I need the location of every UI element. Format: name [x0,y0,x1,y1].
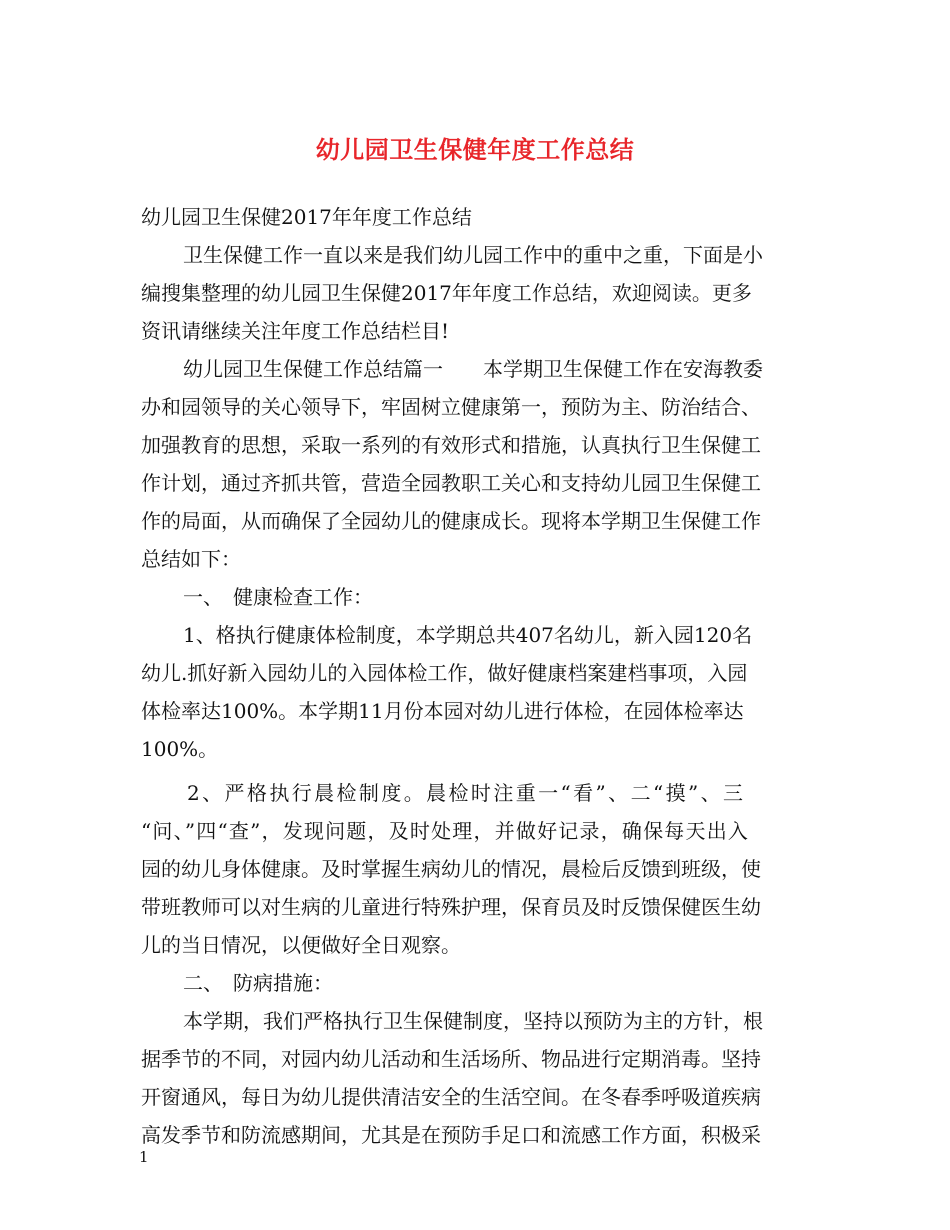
paragraph-line: 2、严格执行晨检制度。晨检时注重一“看”、二“摸”、三 [187,781,746,805]
document-body [141,198,813,1154]
section-heading: 一、 健康检查工作： [183,585,373,609]
paragraph-line: 作计划，通过齐抓共管，营造全园教职工关心和支持幼儿园卫生保健工 [141,471,761,495]
paragraph-line: 100%。 [141,737,219,761]
paragraph-line: 带班教师可以对生病的儿童进行特殊护理，保育员及时反馈保健医生幼 [141,895,761,919]
paragraph-line: 园的幼儿身体健康。及时掌握生病幼儿的情况，晨检后反馈到班级，使 [141,857,761,881]
paragraph-line: 加强教育的思想，采取一系列的有效形式和措施，认真执行卫生保健工 [141,433,761,457]
paragraph-line: 作的局面，从而确保了全园幼儿的健康成长。现将本学期卫生保健工作 [141,509,761,533]
paragraph-line: 本学期，我们严格执行卫生保健制度，坚持以预防为主的方针，根 [183,1009,763,1033]
paragraph-line: 幼儿.抓好新入园幼儿的入园体检工作，做好健康档案建档事项，入园 [141,661,748,685]
paragraph-line: 1、格执行健康体检制度，本学期总共407名幼儿，新入园120名 [183,623,753,647]
subtitle-line: 幼儿园卫生保健2017年年度工作总结 [141,205,472,229]
paragraph-line: 资讯请继续关注年度工作总结栏目! [141,319,450,343]
paragraph-line: 儿的当日情况，以便做好全日观察。 [141,933,461,957]
paragraph-line: “问、”四“查”，发现问题，及时处理，并做好记录，确保每天出入 [141,819,750,843]
paragraph-line: 开窗通风，每日为幼儿提供清洁安全的生活空间。在冬春季呼吸道疾病 [141,1085,761,1109]
page-number: 1 [139,1148,149,1166]
paragraph-line: 编搜集整理的幼儿园卫生保健2017年年度工作总结，欢迎阅读。更多 [141,281,752,305]
paragraph-line: 据季节的不同，对园内幼儿活动和生活场所、物品进行定期消毒。坚持 [141,1047,761,1071]
paragraph-line: 办和园领导的关心领导下，牢固树立健康第一，预防为主、防治结合、 [141,395,761,419]
paragraph-line: 卫生保健工作一直以来是我们幼儿园工作中的重中之重，下面是小 [183,243,763,267]
paragraph-line: 高发季节和防流感期间，尤其是在预防手足口和流感工作方面，积极采 [141,1123,761,1147]
section-heading: 二、 防病措施： [183,971,333,995]
paragraph-line: 体检率达100%。本学期11月份本园对幼儿进行体检，在园体检率达 [141,699,744,723]
paragraph-line: 幼儿园卫生保健工作总结篇一 本学期卫生保健工作在安海教委 [183,357,763,381]
paragraph-line: 总结如下： [141,547,241,571]
document-title: 幼儿园卫生保健年度工作总结 [315,136,635,164]
